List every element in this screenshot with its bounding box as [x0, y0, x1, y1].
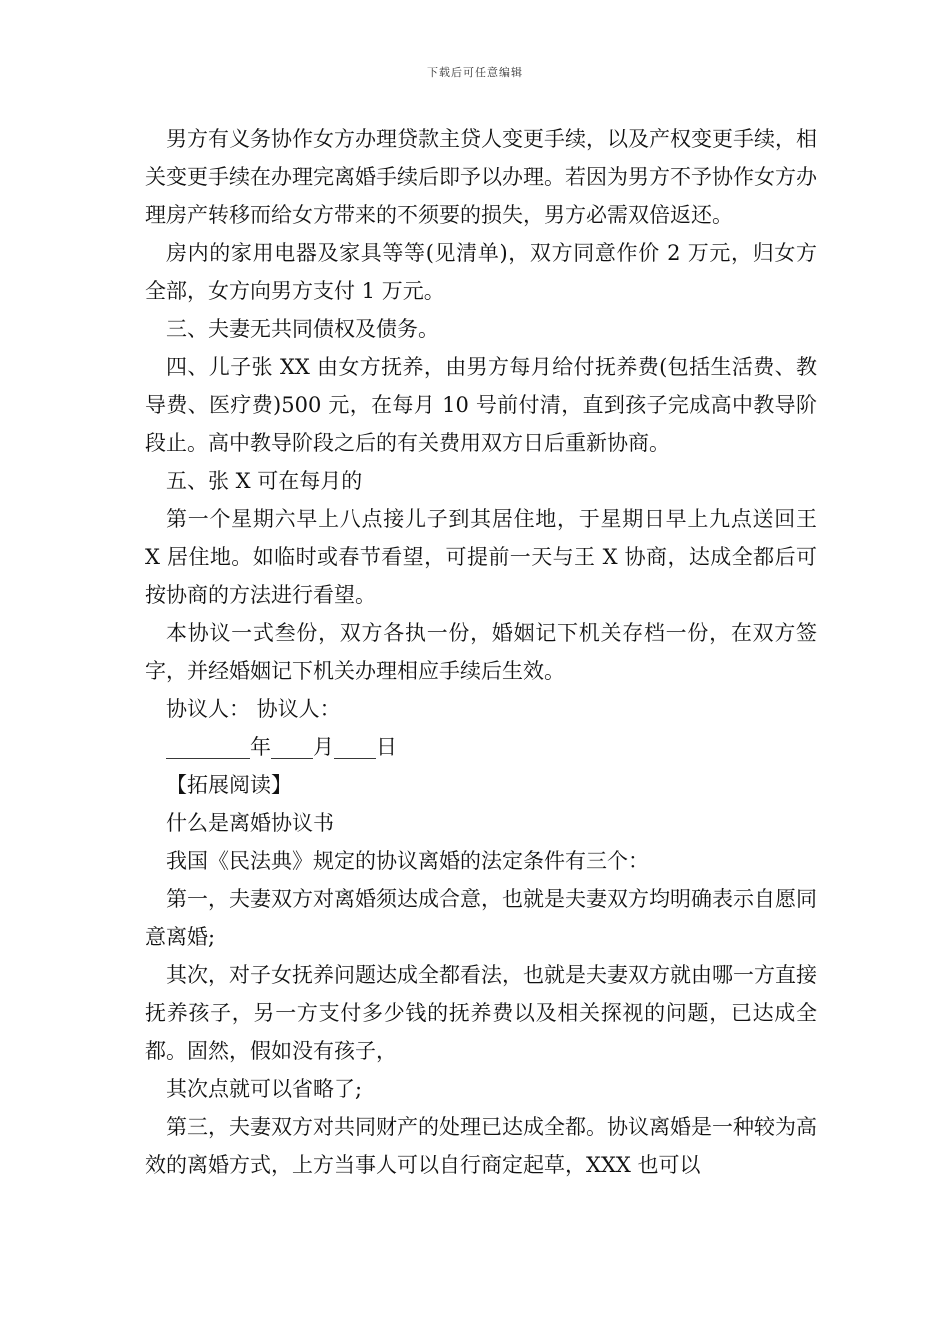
paragraph-visitation-detail: 第一个星期六早上八点接儿子到其居住地，于星期日早上九点送回王 X 居住地。如临时或春节看望，可提前一天与王 X 协商，达成全都后可按协商的方法进行看望。: [145, 507, 817, 607]
paragraph-condition-three: 第三，夫妻双方对共同财产的处理已达成全都。协议离婚是一种较为高效的离婚方式，上方当事人可以自行商定起草，XXX 也可以: [145, 1115, 817, 1177]
document-body: [145, 120, 817, 1184]
signature-line: 协议人： 协议人：: [166, 697, 341, 721]
page-header-note: 下载后可任意编辑: [427, 66, 523, 79]
paragraph-debts: 三、夫妻无共同债权及债务。: [166, 317, 439, 341]
paragraph-condition-one: 第一，夫妻双方对离婚须达成合意，也就是夫妻双方均明确表示自愿同意离婚;: [145, 887, 817, 949]
date-line: ________年____月____日: [166, 735, 397, 759]
paragraph-appliances: 房内的家用电器及家具等等(见清单)，双方同意作价 2 万元，归女方全部，女方向男方支付 1 万元。: [145, 241, 817, 303]
paragraph-condition-two-note: 其次点就可以省略了;: [166, 1077, 363, 1101]
paragraph-visitation-intro: 五、张 X 可在每月的: [166, 469, 363, 493]
paragraph-copies: 本协议一式叁份，双方各执一份，婚姻记下机关存档一份，在双方签字，并经婚姻记下机关办理相应手续后生效。: [145, 621, 817, 683]
paragraph-legal-conditions: 我国《民法典》规定的协议离婚的法定条件有三个：: [166, 849, 649, 873]
paragraph-loan-transfer: 男方有义务协作女方办理贷款主贷人变更手续，以及产权变更手续，相关变更手续在办理完离婚手续后即予以办理。若因为男方不予协作女方办理房产转移而给女方带来的不须要的损失，男方必需双倍返还。: [145, 127, 817, 227]
section-title: 什么是离婚协议书: [166, 811, 334, 835]
extended-reading-heading: 【拓展阅读】: [166, 773, 292, 797]
paragraph-child-custody: 四、儿子张 XX 由女方抚养，由男方每月给付抚养费(包括生活费、教导费、医疗费)500 元，在每月 10 号前付清，直到孩子完成高中教导阶段止。高中教导阶段之后的有关费用双方日后重新协商。: [145, 355, 817, 455]
paragraph-condition-two: 其次，对子女抚养问题达成全都看法，也就是夫妻双方就由哪一方直接抚养孩子，另一方支付多少钱的抚养费以及相关探视的问题，已达成全都。固然，假如没有孩子，: [145, 963, 817, 1063]
